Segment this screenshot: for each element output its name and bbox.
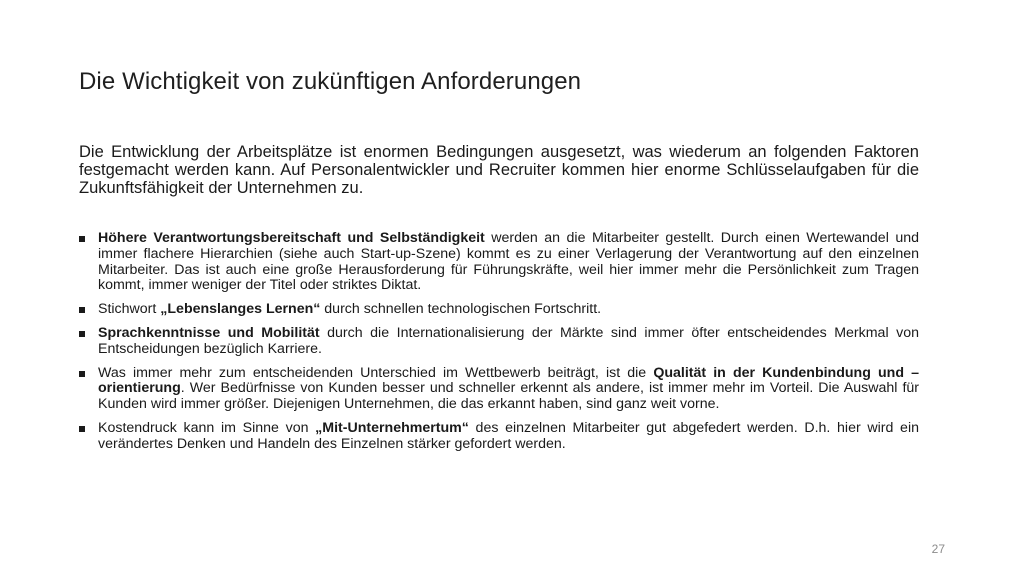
list-item xyxy=(79,231,919,294)
bullet-text: durch schnellen technologischen Fortschritt. xyxy=(320,301,602,318)
bullet-list xyxy=(79,231,919,461)
page-number: 27 xyxy=(931,542,945,556)
list-item xyxy=(79,302,919,318)
square-bullet-icon xyxy=(79,331,85,337)
list-item xyxy=(79,366,919,413)
bullet-text-prefix: Stichwort xyxy=(98,301,161,318)
bullet-emphasis: Höhere Verantwortungsbereitschaft und Selbständigkeit xyxy=(98,230,485,246)
square-bullet-icon xyxy=(79,426,85,432)
bullet-emphasis: „Lebenslanges Lernen“ xyxy=(160,301,321,318)
intro-paragraph: Die Entwicklung der Arbeitsplätze ist enormen Bedingungen ausgesetzt, was wiederum an folgenden Faktoren festgemacht werden kann. Auf Personalentwickler und Recruiter kommen hier enorme Schlüsselaufgaben für die Zukunftsfähigkeit der Unternehmen zu. xyxy=(79,143,919,197)
square-bullet-icon xyxy=(79,371,85,377)
bullet-text: des einzelnen Mitarbeiter gut abgefedert werden. D.h. hier wird ein verändertes Denken und Handeln des Einzelnen stärker gefordert werden. xyxy=(98,419,919,452)
bullet-emphasis: „Mit-Unternehmertum“ xyxy=(315,419,469,436)
square-bullet-icon xyxy=(79,307,85,313)
bullet-text-prefix: Was immer mehr zum entscheidenden Unterschied im Wettbewerb beiträgt, ist die xyxy=(98,364,654,381)
bullet-emphasis: Sprachkenntnisse und Mobilität xyxy=(98,324,320,341)
bullet-text: . Wer Bedürfnisse von Kunden besser und schneller erkennt als andere, ist immer mehr im Vorteil. Die Auswahl für Kunden wird immer größer. Diejenigen Unternehmen, die das erkannt haben, sind ganz weit vorne. xyxy=(98,380,919,413)
bullet-text: werden an die Mitarbeiter gestellt. Durch einen Wertewandel und immer flachere Hierarchien (siehe auch Start-up-Szene) kommt es zu einer Verlagerung der Verantwortung auf den einzelnen Mitarbeiter. Das ist auch eine große Herausforderung für Führungskräfte, weil hier immer mehr die Persönlichkeit zum Tragen kommt, immer weniger der Titel oder striktes Diktat. xyxy=(98,230,919,294)
square-bullet-icon xyxy=(79,236,85,242)
bullet-text-prefix: Kostendruck kann im Sinne von xyxy=(98,419,316,436)
slide-title: Die Wichtigkeit von zukünftigen Anforderungen xyxy=(79,68,582,95)
bullet-text: durch die Internationalisierung der Märkte sind immer öfter entscheidendes Merkmal von Entscheidungen bezüglich Karriere. xyxy=(98,324,920,357)
list-item xyxy=(79,421,919,453)
bullet-emphasis: Qualität in der Kundenbindung und –orientierung xyxy=(98,364,920,397)
list-item xyxy=(79,326,919,358)
